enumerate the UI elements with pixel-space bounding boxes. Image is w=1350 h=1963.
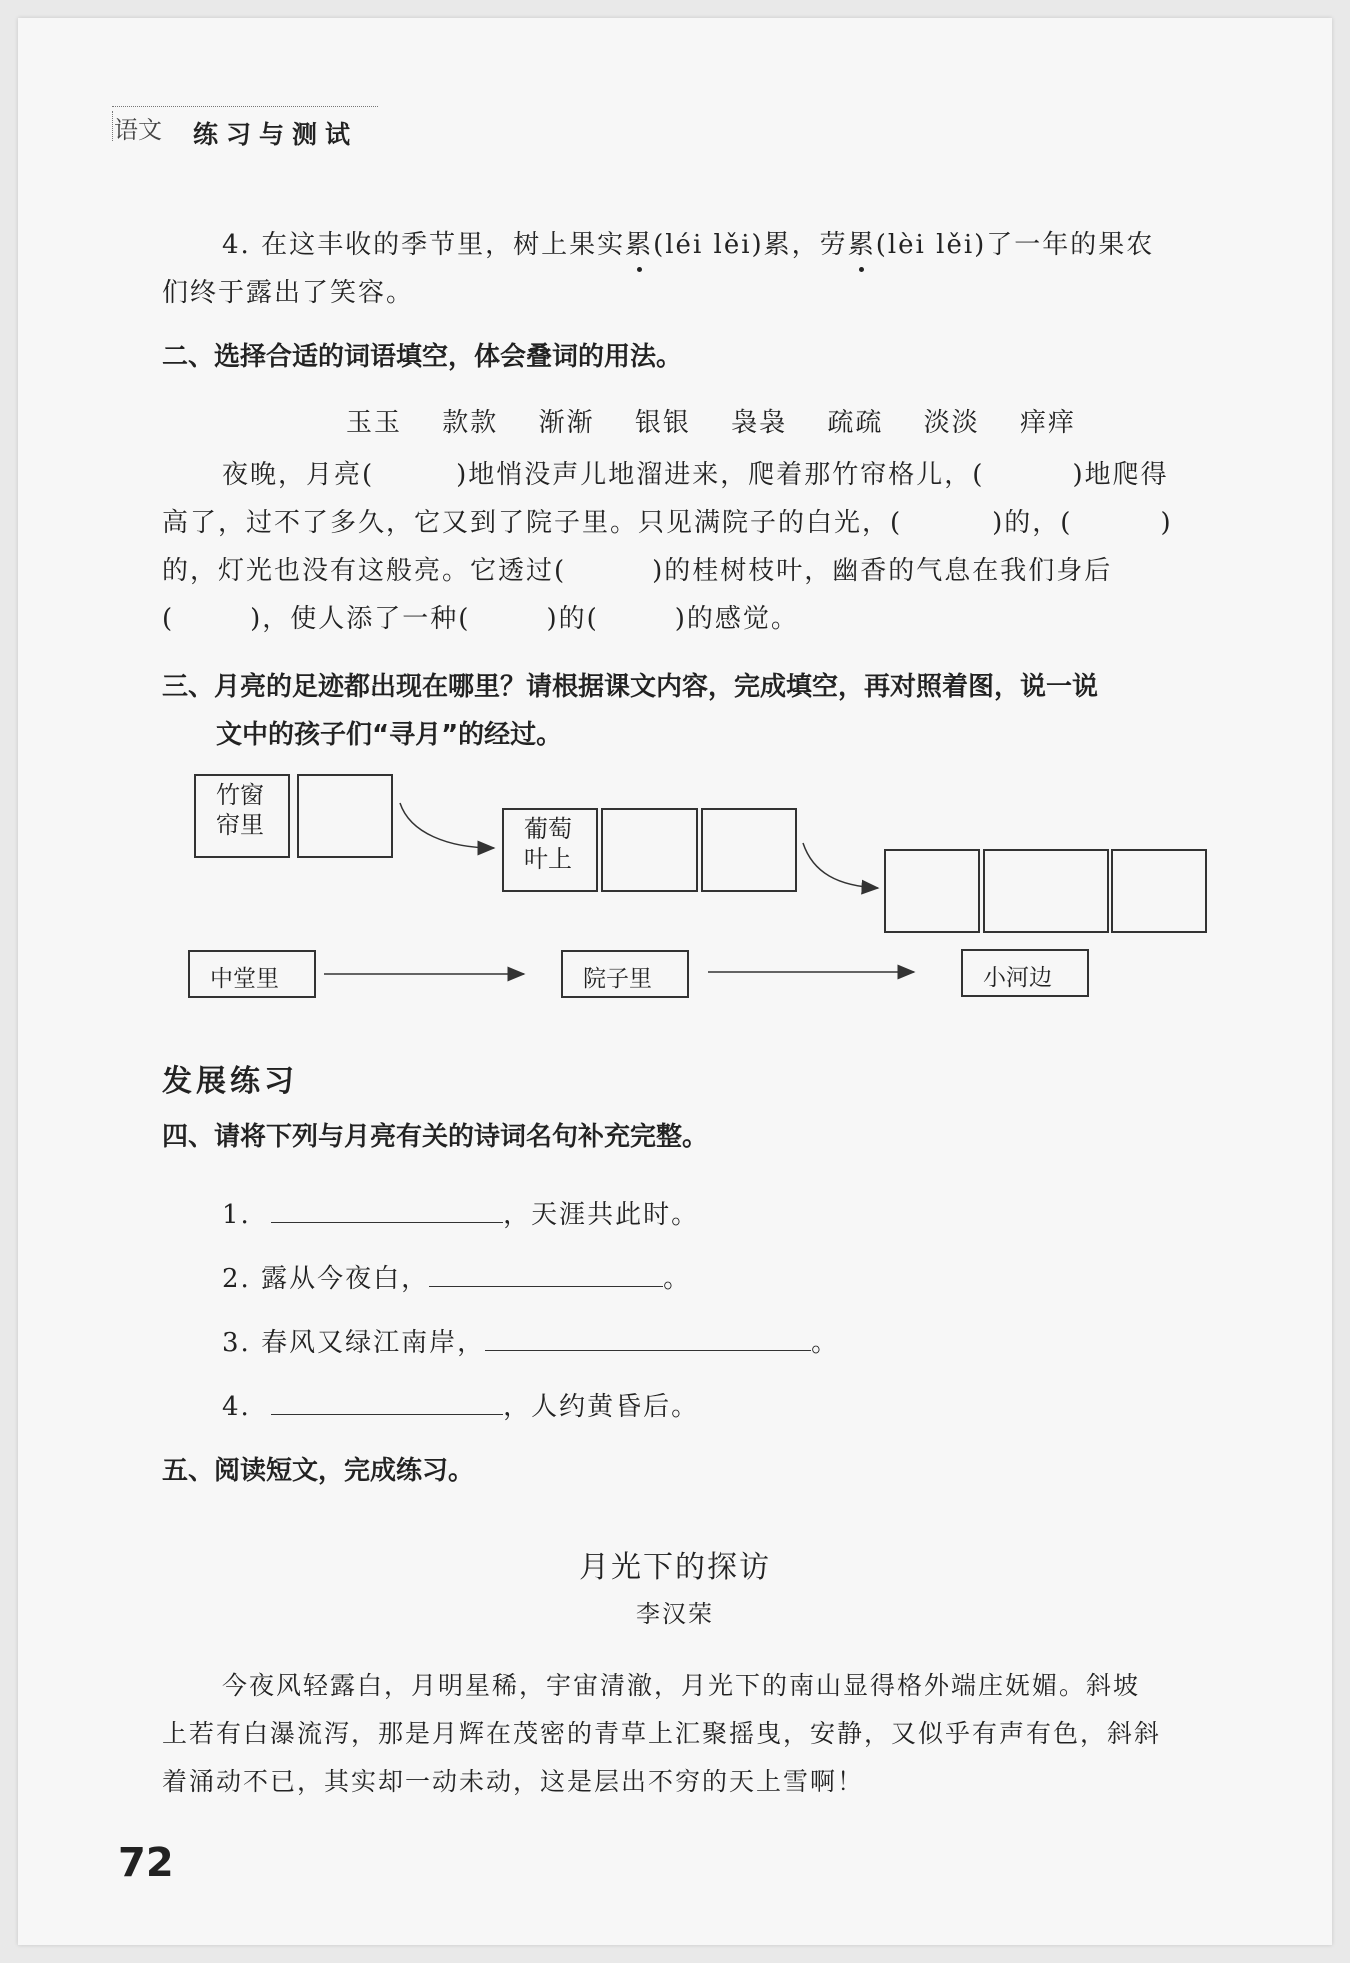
poem-number: 2. bbox=[222, 1264, 251, 1294]
word-bank-item: 痒痒 bbox=[1019, 408, 1076, 438]
word-bank-item: 款款 bbox=[442, 408, 499, 438]
place-label: 中堂里 bbox=[210, 966, 279, 992]
place-label: 院子里 bbox=[583, 966, 652, 992]
poem-blank[interactable] bbox=[271, 1200, 503, 1223]
poem-number: 4. bbox=[222, 1392, 251, 1422]
poem-text: ，天涯共此时。 bbox=[503, 1200, 700, 1230]
text-fragment: ( bbox=[162, 604, 175, 634]
text-fragment: )地悄没声儿地溜进来，爬着那竹帘格儿，( bbox=[456, 460, 985, 490]
diagram-arrows bbox=[18, 18, 1332, 1118]
q4-line1-a: 4. 在这丰收的季节里，树上果实 bbox=[222, 230, 626, 260]
poem-number: 3. bbox=[222, 1328, 251, 1358]
poem-text: 。 bbox=[811, 1328, 840, 1358]
q4-emphasis-char-1: 累 bbox=[625, 230, 654, 260]
text-fragment: )，使人添了一种( bbox=[250, 604, 471, 634]
text-fragment: 夜晚，月亮( bbox=[222, 460, 375, 490]
article-line-3: 着涌动不已，其实却一动未动，这是层出不穷的天上雪啊！ bbox=[162, 1767, 865, 1796]
poem-item-4 bbox=[222, 1386, 699, 1423]
text-fragment: )的桂树枝叶，幽香的气息在我们身后 bbox=[652, 556, 1113, 586]
article-title: 月光下的探访 bbox=[579, 1550, 771, 1585]
poem-item-2 bbox=[222, 1258, 691, 1295]
poem-text: 。 bbox=[663, 1264, 692, 1294]
workbook-page bbox=[18, 18, 1332, 1945]
word-bank-item: 疏疏 bbox=[827, 408, 884, 438]
trail-box-label-line: 葡萄 bbox=[524, 815, 572, 843]
poem-blank[interactable] bbox=[271, 1392, 503, 1415]
section3-heading-line1: 三、月亮的足迹都出现在哪里？请根据课文内容，完成填空，再对照着图，说一说 bbox=[162, 672, 1099, 702]
poem-item-1 bbox=[222, 1194, 699, 1231]
text-fragment: )的，( bbox=[992, 508, 1073, 538]
word-bank-item: 玉玉 bbox=[346, 408, 403, 438]
poem-blank[interactable] bbox=[485, 1328, 811, 1351]
development-title: 发展练习 bbox=[162, 1064, 298, 1099]
poem-blank[interactable] bbox=[429, 1264, 663, 1287]
text-fragment: )的感觉。 bbox=[674, 604, 799, 634]
header-book-title: 练习与测试 bbox=[193, 120, 359, 149]
header-subject: 语文 bbox=[114, 116, 162, 144]
word-bank-item: 淡淡 bbox=[923, 408, 980, 438]
article-line-1: 今夜风轻露白，月明星稀，宇宙清澈，月光下的南山显得格外端庄妩媚。斜坡 bbox=[222, 1671, 1141, 1700]
section3-heading-line2: 文中的孩子们“寻月”的经过。 bbox=[216, 720, 563, 750]
q4-line1-b: (léi lěi)累，劳 bbox=[653, 230, 848, 260]
trail-box-label-line: 帘里 bbox=[216, 811, 264, 839]
place-label: 小河边 bbox=[983, 965, 1052, 991]
poem-text: 春风又绿江南岸， bbox=[261, 1328, 486, 1358]
word-bank-item: 渐渐 bbox=[538, 408, 595, 438]
q4-emphasis-char-2: 累 bbox=[847, 230, 876, 260]
word-bank-item: 银银 bbox=[634, 408, 691, 438]
text-fragment: )的( bbox=[546, 604, 599, 634]
trail-box-label-line: 竹窗 bbox=[216, 781, 264, 809]
poem-item-3 bbox=[222, 1322, 839, 1359]
curved-arrow-1 bbox=[400, 803, 494, 848]
article-line-2: 上若有白瀑流泻，那是月辉在茂密的青草上汇聚摇曳，安静，又似乎有声有色，斜斜 bbox=[162, 1719, 1162, 1748]
section2-heading: 二、选择合适的词语填空，体会叠词的用法。 bbox=[162, 342, 683, 372]
article-author: 李汉荣 bbox=[636, 1600, 714, 1628]
trail-box-label-line: 叶上 bbox=[524, 845, 572, 873]
section4-heading: 四、请将下列与月亮有关的诗词名句补充完整。 bbox=[162, 1122, 709, 1152]
text-fragment: ) bbox=[1160, 508, 1173, 538]
word-bank-item: 袅袅 bbox=[731, 408, 788, 438]
poem-text: 露从今夜白， bbox=[261, 1264, 430, 1294]
poem-number: 1. bbox=[222, 1200, 251, 1230]
curved-arrow-2 bbox=[803, 843, 878, 888]
text-fragment: 的，灯光也没有这般亮。它透过( bbox=[162, 556, 567, 586]
page-number: 72 bbox=[118, 1840, 174, 1886]
text-fragment: 高了，过不了多久，它又到了院子里。只见满院子的白光，( bbox=[162, 508, 903, 538]
q4-line2: 们终于露出了笑容。 bbox=[162, 278, 415, 308]
text-fragment: )地爬得 bbox=[1072, 460, 1169, 490]
q4-line1-c: (lèi lěi)了一年的果农 bbox=[875, 230, 1155, 260]
poem-text: ，人约黄昏后。 bbox=[503, 1392, 700, 1422]
section5-heading: 五、阅读短文，完成练习。 bbox=[162, 1456, 475, 1486]
